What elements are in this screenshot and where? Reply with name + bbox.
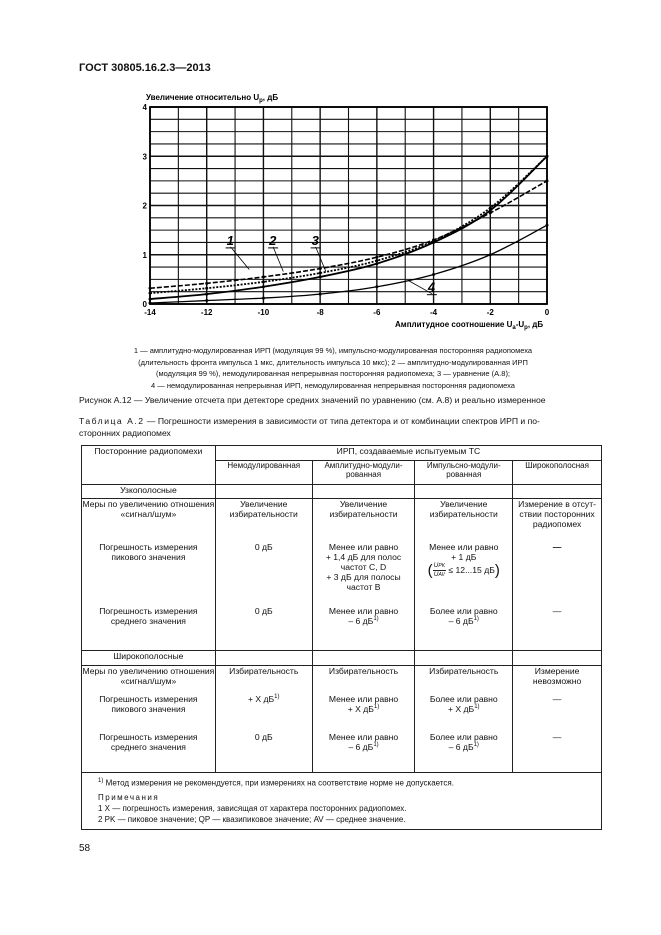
legend-line-1: 1 — амплитудно-модулированная ИРП (модуляция 99 %), импульсно-модулированная посторонняя радиопомеха — [133, 346, 533, 355]
error-table — [81, 445, 602, 830]
series-point-1 — [546, 179, 549, 182]
series-point-3 — [432, 241, 435, 244]
figure-chart — [0, 0, 661, 340]
footnote: $^{1)}$ Метод измерения не рекомендуется, при измерениях на соответствие норме не допускается. — [98, 778, 454, 788]
figure-caption: Рисунок А.12 — Увеличение отсчета при детекторе средних значений по уравнению (см. А.8) и реально измеренное — [79, 395, 546, 405]
series-point-4 — [546, 224, 549, 227]
series-point-4 — [432, 273, 435, 276]
series-point-3 — [375, 262, 378, 265]
w-pk-4: — — [552, 694, 562, 704]
curve-label-2: 2 — [269, 232, 277, 248]
series-point-4 — [489, 253, 492, 256]
w-pk-1: + X $дБ^{1)}$ — [247, 694, 280, 704]
y-tick-label: 4 — [142, 103, 147, 112]
x-tick-label: -14 — [144, 308, 156, 317]
curve-label-leader — [273, 247, 283, 272]
series-point-1 — [319, 267, 322, 270]
series-point-1 — [205, 282, 208, 285]
curve-label-1: 1 — [226, 232, 234, 248]
row-av-label-2: Погрешность измерения среднего значения — [99, 732, 198, 752]
n-snr-4: Измерение в отсут-ствии посторонних радиопомех — [518, 499, 596, 529]
y-tick-label: 1 — [142, 250, 147, 260]
series-point-3 — [262, 285, 265, 288]
x-tick-label: -12 — [200, 308, 213, 317]
chart-xlabel: Амплитудное соотношение $U_a-U_p$, дБ — [395, 320, 544, 331]
y-tick-label: 3 — [142, 152, 147, 162]
row-snr-label: Меры по увеличению отношения «сигнал/шум» — [82, 499, 215, 519]
series-point-1 — [262, 275, 265, 278]
w-av-2: Менее или равно – 6 $дБ^{1)}$ — [328, 732, 399, 752]
legend-line-3: (модуляция 99 %), немодулированная непрерывная посторонняя радиопомеха; 3 — уравнение (А.8); — [155, 369, 511, 378]
figure-legend — [98, 345, 568, 391]
n-av-3: Более или равно – 6 $дБ^{1)}$ — [429, 606, 498, 626]
row-pk-label-2: Погрешность измерения пикового значения — [99, 694, 198, 714]
table-caption: Таблица А.2 — Погрешности измерения в зависимости от типа детектора и от комбинации спектров ИРП и по- сторонних радиопомех — [79, 416, 540, 438]
row-av-label: Погрешность измерения среднего значения — [99, 606, 198, 626]
document-header: ГОСТ 30805.16.2.3—2013 — [79, 62, 211, 74]
series-point-3 — [319, 275, 322, 278]
n-av-4: — — [552, 606, 562, 616]
series-point-4 — [319, 293, 322, 296]
series-point-1 — [375, 256, 378, 259]
w-pk-3: Более или равно + X $дБ^{1)}$ — [429, 694, 498, 714]
w-snr-2: Избирательность — [328, 666, 399, 676]
series-point-1 — [149, 287, 152, 290]
n-snr-1: Увеличение избирательности — [229, 499, 298, 519]
series-point-2 — [319, 271, 322, 274]
n-snr-2: Увеличение избирательности — [329, 499, 398, 519]
x-tick-label: -6 — [373, 308, 381, 317]
series-point-2 — [149, 292, 152, 295]
series-point-4 — [262, 297, 265, 300]
series-point-2 — [262, 280, 265, 283]
notes-title: Примечания — [98, 792, 160, 802]
x-tick-label: 0 — [544, 308, 550, 317]
y-tick-label: 0 — [142, 300, 147, 309]
series-point-4 — [149, 302, 152, 305]
curve-label-leader — [231, 247, 250, 270]
y-tick-label: 2 — [142, 201, 147, 211]
row-pk-label: Погрешность измерения пикового значения — [99, 542, 198, 562]
w-snr-1: Избирательность — [229, 666, 299, 676]
n-av-1: 0 дБ — [254, 606, 273, 616]
series-point-2 — [205, 287, 208, 290]
series-point-3 — [149, 298, 152, 301]
n-pk-1: 0 дБ — [254, 542, 273, 552]
curve-label-4: 4 — [427, 279, 436, 295]
n-snr-3: Увеличение избирательности — [429, 499, 498, 519]
w-snr-4: Измерение невозможно — [532, 666, 582, 686]
col-broadband: Широкополосная — [513, 461, 602, 485]
legend-line-4: 4 — немодулированная непрерывная ИРП, немодулированная непрерывная посторонняя радиопомеха — [151, 380, 515, 390]
x-tick-label: -10 — [257, 308, 270, 317]
x-tick-label: -4 — [430, 308, 438, 317]
w-av-4: — — [552, 732, 562, 742]
series-point-3 — [205, 293, 208, 296]
col-unmodulated: Немодулированная — [215, 461, 312, 485]
chart-grid — [150, 107, 547, 304]
series-point-4 — [375, 285, 378, 288]
n-pk-4: — — [552, 542, 562, 552]
series-point-3 — [489, 209, 492, 212]
chart-title: Увеличение относительно $U_p$, дБ — [146, 93, 279, 104]
col-header-interference: Посторонние радиопомехи — [82, 446, 216, 485]
table-notes — [82, 773, 602, 830]
curve-label-3: 3 — [311, 232, 319, 248]
section-broadband: Широкополосные — [82, 651, 216, 666]
series-point-3 — [546, 155, 549, 158]
chart-ticks — [143, 103, 550, 317]
legend-line-2: (длительность фронта импульса 1 мкс, длительность импульса 10 мкс); 2 — амплитудно-модулированная ИРП — [138, 357, 528, 367]
n-pk-3: Менее или равно + 1 дБ ( $\frac{\text{UPK}}{\text{UAV}}$ ≤ 12...15 дБ) — [427, 542, 500, 579]
w-av-1: 0 дБ — [254, 732, 273, 742]
col-pulse: Импульсно-модули-рованная — [415, 461, 513, 485]
n-pk-2: Менее или равно + 1,4 дБ для полос частот C, D + 3 дБ для полосы частот B — [325, 542, 402, 592]
w-av-3: Более или равно – 6 $дБ^{1)}$ — [429, 732, 498, 752]
w-pk-2: Менее или равно + X $дБ^{1)}$ — [328, 694, 399, 714]
note-1: 1 X — погрешность измерения, зависящая от характера посторонних радиопомех. — [98, 803, 407, 813]
x-tick-label: -2 — [486, 308, 494, 317]
series-point-2 — [375, 259, 378, 262]
col-am: Амплитудно-модули-рованная — [312, 461, 415, 485]
note-2: 2 PK — пиковое значение; QP — квазипиковое значение; AV — среднее значение. — [98, 814, 406, 824]
series-point-4 — [205, 299, 208, 302]
w-snr-3: Избирательность — [429, 666, 499, 676]
row-snr-label-2: Меры по увеличению отношения «сигнал/шум» — [82, 666, 215, 686]
section-narrowband: Узкополосные — [82, 485, 216, 499]
n-av-2: Менее или равно – 6 $дБ^{1)}$ — [328, 606, 399, 626]
x-tick-label: -8 — [316, 308, 324, 317]
group-header: ИРП, создаваемые испытуемым ТС — [215, 446, 601, 461]
page-number: 58 — [79, 843, 91, 854]
